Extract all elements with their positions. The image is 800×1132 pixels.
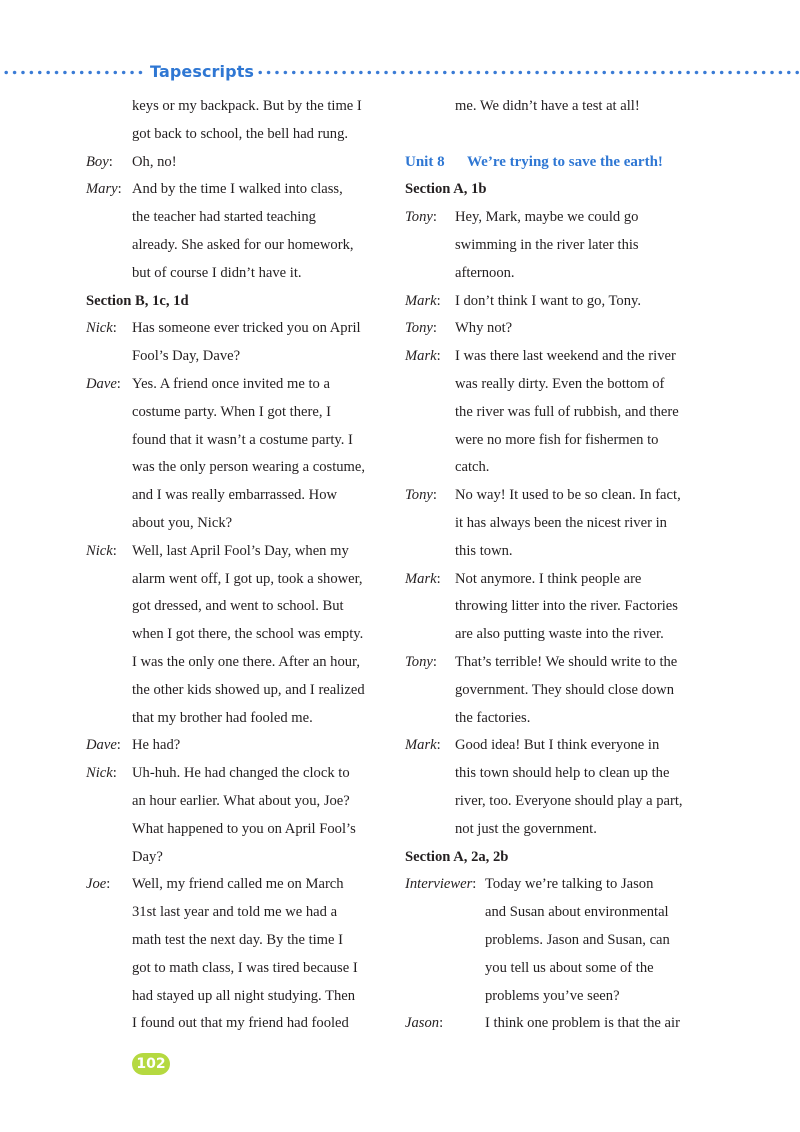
- dialogue-text: I was there last weekend and the river: [455, 348, 676, 365]
- dialogue-line: [86, 93, 386, 121]
- dialogue-text: government. They should close down: [455, 681, 675, 698]
- dialogue-text: swimming in the river later this: [455, 236, 639, 253]
- dialogue-text: had stayed up all night studying. Then: [132, 987, 356, 1004]
- page-title: Tapescripts: [150, 62, 255, 81]
- dialogue-line: [86, 816, 386, 844]
- dialogue-text: No way! It used to be so clean. In fact,: [455, 487, 681, 504]
- dialogue-line: [86, 649, 386, 677]
- dialogue-text: I don’t think I want to go, Tony.: [455, 292, 641, 309]
- dialogue-text: found that it wasn’t a costume party. I: [132, 431, 353, 448]
- speaker-colon: :: [436, 570, 441, 587]
- dialogue-line: [405, 593, 705, 621]
- dialogue-text: Oh, no!: [132, 153, 177, 170]
- header-dots-left: [2, 70, 144, 75]
- speaker-name: Tony: [405, 320, 433, 337]
- speaker-name: Mark: [405, 348, 437, 365]
- dialogue-line: [86, 705, 386, 733]
- speaker-colon: :: [117, 181, 122, 198]
- speaker-colon: :: [116, 375, 121, 392]
- dialogue-line: [86, 538, 386, 566]
- speaker-name: Nick: [86, 765, 113, 782]
- dialogue-text: got to math class, I was tired because I: [132, 959, 358, 976]
- dialogue-text: problems. Jason and Susan, can: [485, 931, 670, 948]
- dialogue-line: [405, 732, 705, 760]
- dialogue-text: He had?: [132, 737, 181, 754]
- speaker-colon: :: [436, 292, 441, 309]
- dialogue-line: [86, 399, 386, 427]
- dialogue-text: And by the time I walked into class,: [132, 181, 343, 198]
- dialogue-text: keys or my backpack. But by the time I: [132, 98, 362, 114]
- dialogue-line: [405, 566, 705, 594]
- dialogue-line: [405, 510, 705, 538]
- page-header: [0, 60, 800, 86]
- speaker-name: Joe: [86, 876, 107, 893]
- dialogue-line: [405, 871, 705, 899]
- dialogue-line: [86, 1010, 386, 1038]
- speaker-colon: :: [472, 876, 477, 893]
- dialogue-text: throwing litter into the river. Factories: [455, 598, 678, 615]
- dialogue-line: [86, 204, 386, 232]
- dialogue-line: [405, 371, 705, 399]
- speaker-name: Mark: [405, 292, 437, 309]
- dialogue-line: [86, 149, 386, 177]
- dialogue-text: river, too. Everyone should play a part,: [455, 792, 683, 809]
- left-column: [86, 93, 386, 1038]
- dialogue-line: [86, 427, 386, 455]
- dialogue-text: Fool’s Day, Dave?: [132, 348, 241, 365]
- dialogue-text: I found out that my friend had fooled: [132, 1015, 349, 1032]
- speaker-name: Mark: [405, 570, 437, 587]
- dialogue-text: catch.: [455, 459, 490, 476]
- speaker-name: Boy: [86, 153, 109, 170]
- dialogue-text: it has always been the nicest river in: [455, 514, 667, 531]
- dialogue-text: Well, my friend called me on March: [132, 876, 344, 893]
- speaker-colon: :: [439, 1015, 444, 1032]
- dialogue-text: afternoon.: [455, 264, 515, 281]
- dialogue-line: [405, 955, 705, 983]
- unit-number: Unit 8: [405, 153, 445, 170]
- speaker-name: Tony: [405, 487, 433, 504]
- dialogue-text: was really dirty. Even the bottom of: [455, 375, 665, 392]
- dialogue-line: [405, 983, 705, 1011]
- dialogue-text: not just the government.: [455, 820, 597, 837]
- dialogue-line: [86, 760, 386, 788]
- dialogue-line: [405, 927, 705, 955]
- dialogue-line: [86, 176, 386, 204]
- speaker-colon: :: [112, 542, 117, 559]
- dialogue-line: [405, 899, 705, 927]
- dialogue-line: [86, 232, 386, 260]
- dialogue-line: [86, 677, 386, 705]
- speaker-colon: :: [432, 209, 437, 226]
- speaker-name: Tony: [405, 209, 433, 226]
- dialogue-line: [86, 454, 386, 482]
- dialogue-text: got dressed, and went to school. But: [132, 598, 344, 615]
- dialogue-line: [405, 260, 705, 288]
- dialogue-text: alarm went off, I got up, took a shower,: [132, 570, 363, 587]
- dialogue-text: I was the only one there. After an hour,: [132, 653, 360, 670]
- dialogue-line: [86, 482, 386, 510]
- spacer: [405, 121, 705, 149]
- dialogue-text: and Susan about environmental: [485, 904, 669, 921]
- dialogue-text: was the only person wearing a costume,: [132, 459, 366, 476]
- dialogue-line: [86, 899, 386, 927]
- dialogue-text: problems you’ve seen?: [485, 987, 620, 1004]
- speaker-name: Nick: [86, 542, 113, 559]
- speaker-colon: :: [116, 737, 121, 754]
- dialogue-line: [405, 232, 705, 260]
- dialogue-text: Hey, Mark, maybe we could go: [455, 209, 639, 226]
- dialogue-line: [405, 788, 705, 816]
- dialogue-text: math test the next day. By the time I: [132, 931, 344, 948]
- dialogue-text: 31st last year and told me we had a: [132, 904, 338, 921]
- dialogue-line: [405, 538, 705, 566]
- dialogue-text: this town should help to clean up the: [455, 765, 670, 782]
- section-heading: Section A, 1b: [405, 181, 487, 198]
- speaker-colon: :: [112, 320, 117, 337]
- dialogue-text: you tell us about some of the: [485, 959, 654, 976]
- speaker-name: Nick: [86, 320, 113, 337]
- dialogue-line: [86, 927, 386, 955]
- page-number-badge: 102: [132, 1053, 170, 1075]
- speaker-colon: :: [432, 653, 437, 670]
- speaker-name: Dave: [86, 737, 117, 754]
- dialogue-line: [86, 871, 386, 899]
- dialogue-text: an hour earlier. What about you, Joe?: [132, 792, 350, 809]
- dialogue-text: Has someone ever tricked you on April: [132, 320, 361, 337]
- speaker-colon: :: [436, 348, 441, 365]
- dialogue-text: I think one problem is that the air: [485, 1015, 680, 1032]
- dialogue-text: the other kids showed up, and I realized: [132, 681, 365, 698]
- dialogue-line: [405, 705, 705, 733]
- dialogue-line: [86, 371, 386, 399]
- speaker-name: Mary: [86, 181, 118, 198]
- dialogue-line: [405, 288, 705, 316]
- dialogue-line: [405, 427, 705, 455]
- dialogue-line: [86, 788, 386, 816]
- dialogue-text: Why not?: [455, 320, 513, 337]
- dialogue-text: this town.: [455, 542, 513, 559]
- speaker-name: Tony: [405, 653, 433, 670]
- dialogue-text: me. We didn’t have a test at all!: [455, 98, 640, 114]
- dialogue-line: [405, 1010, 705, 1038]
- dialogue-line: [405, 621, 705, 649]
- unit-heading: [405, 149, 705, 177]
- dialogue-line: [86, 315, 386, 343]
- dialogue-line: [405, 482, 705, 510]
- speaker-colon: :: [432, 320, 437, 337]
- dialogue-line: [405, 315, 705, 343]
- dialogue-line: [405, 93, 705, 121]
- dialogue-line: [405, 760, 705, 788]
- dialogue-text: about you, Nick?: [132, 514, 233, 531]
- dialogue-text: the factories.: [455, 709, 531, 726]
- dialogue-line: [405, 816, 705, 844]
- section-heading: Section B, 1c, 1d: [86, 292, 189, 309]
- dialogue-text: got back to school, the bell had rung.: [132, 125, 349, 142]
- dialogue-line: [86, 343, 386, 371]
- speaker-colon: :: [106, 876, 111, 893]
- dialogue-text: What happened to you on April Fool’s: [132, 820, 356, 837]
- dialogue-text: Not anymore. I think people are: [455, 570, 642, 587]
- dialogue-line: [86, 260, 386, 288]
- dialogue-line: [405, 399, 705, 427]
- dialogue-text: already. She asked for our homework,: [132, 236, 354, 253]
- dialogue-text: that my brother had fooled me.: [132, 709, 313, 726]
- speaker-name: Jason: [405, 1015, 440, 1032]
- dialogue-line: [86, 566, 386, 594]
- dialogue-text: costume party. When I got there, I: [132, 403, 331, 420]
- dialogue-text: Day?: [132, 848, 163, 865]
- dialogue-line: [86, 510, 386, 538]
- dialogue-text: Today we’re talking to Jason: [485, 876, 654, 893]
- dialogue-line: [86, 844, 386, 872]
- dialogue-text: That’s terrible! We should write to the: [455, 653, 678, 670]
- speaker-name: Dave: [86, 375, 117, 392]
- dialogue-line: [405, 204, 705, 232]
- dialogue-text: Uh-huh. He had changed the clock to: [132, 765, 350, 782]
- dialogue-text: Yes. A friend once invited me to a: [132, 375, 330, 392]
- dialogue-text: were no more fish for fishermen to: [455, 431, 659, 448]
- dialogue-line: [86, 593, 386, 621]
- speaker-colon: :: [436, 737, 441, 754]
- dialogue-text: Good idea! But I think everyone in: [455, 737, 660, 754]
- dialogue-line: [405, 454, 705, 482]
- section-heading: Section A, 2a, 2b: [405, 848, 509, 865]
- dialogue-line: [405, 649, 705, 677]
- speaker-colon: :: [432, 487, 437, 504]
- dialogue-text: when I got there, the school was empty.: [132, 626, 364, 643]
- dialogue-text: Well, last April Fool’s Day, when my: [132, 542, 349, 559]
- dialogue-text: are also putting waste into the river.: [455, 626, 664, 643]
- speaker-colon: :: [108, 153, 113, 170]
- dialogue-line: [405, 677, 705, 705]
- dialogue-line: [405, 343, 705, 371]
- unit-title: We’re trying to save the earth!: [467, 153, 663, 170]
- header-dots-right: [256, 70, 800, 75]
- dialogue-line: [86, 121, 386, 149]
- speaker-name: Interviewer: [405, 876, 473, 893]
- dialogue-line: [86, 955, 386, 983]
- speaker-name: Mark: [405, 737, 437, 754]
- dialogue-line: [86, 983, 386, 1011]
- dialogue-text: and I was really embarrassed. How: [132, 487, 338, 504]
- speaker-colon: :: [112, 765, 117, 782]
- dialogue-text: the teacher had started teaching: [132, 209, 316, 226]
- dialogue-line: [86, 732, 386, 760]
- right-column: [405, 93, 705, 1038]
- dialogue-line: [86, 621, 386, 649]
- dialogue-text: but of course I didn’t have it.: [132, 264, 302, 281]
- dialogue-text: the river was full of rubbish, and there: [455, 403, 679, 420]
